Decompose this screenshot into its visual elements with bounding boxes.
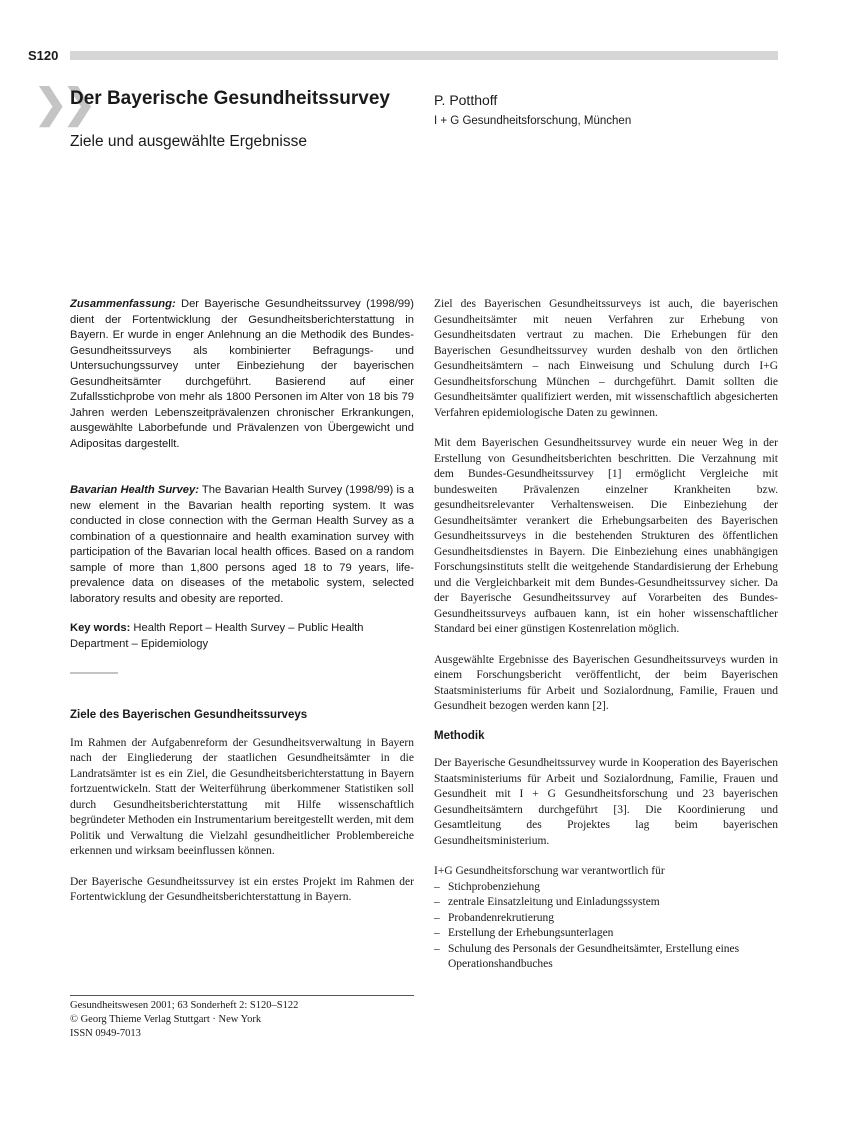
abstract-english	[70, 483, 414, 607]
abstract-german-label: Zusammenfassung:	[70, 298, 176, 310]
body-paragraph: Mit dem Bayerischen Gesundheitssurvey wurde ein neuer Weg in der Erstellung von Gesundheitsberichten beschritten. Die Verzahnung mit dem Bundes-Gesundheitssurvey [1] ermöglicht Vergleiche mit bundesweiten Prävalenzen einzelner Krankheiten bzw. gesundheitsrelevanter Verhaltensweisen. Die Einbeziehung der Gesundheitsämter verankert die Erhebungsarbeiten des Bayerischen Gesundheitssurveys in die bestehenden Strukturen des öffentlichen Gesundheitsdienstes in Bayern. Die Einbeziehung eines unabhängigen Forschungsinstituts stellt die weitgehende Standardisierung der Erhebung und die Vergleichbarkeit mit dem Bundes-Gesundheitssurvey sicher. Da der Bayerische Gesundheitssurvey auf Vorarbeiten des Bundes-Gesundheitssurveys aufbauen kann, ist ein hoher wissenschaftlicher Standard bei einer günstigen Kostenrelation möglich.	[434, 437, 778, 635]
abstract-english-text: The Bavarian Health Survey (1998/99) is a new element in the Bavarian health reporting system. It was conducted in close connection with the German Health Survey as a combination of a questionnaire and health examination survey with participation of the Bavarian local health offices. Based on a random sample of more than 1,800 persons aged 18 to 79 years, life-prevalence data on diseases of the metabolic system, selected laboratory results and obesity are reported.	[70, 484, 414, 605]
page-number: S120	[28, 48, 59, 63]
section-heading-methodik: Methodik	[434, 729, 485, 742]
body-paragraph: Der Bayerische Gesundheitssurvey wurde in Kooperation des Bayerischen Staatsministeriums für Arbeit und Sozialordnung, Familie, Frauen und Gesundheit mit I + G Gesundheitsforschung und 23 bayerischen Gesundheitsämtern durchgeführt [3]. Die Koordinierung und Gesamtleitung des Projektes lag beim bayerischen Gesundheitsministerium.	[434, 757, 778, 847]
list-item: – Schulung des Personals der Gesundheitsämter, Erstellung eines Operationshandbuches	[434, 942, 778, 973]
list-intro: I+G Gesundheitsforschung war verantwortlich für	[434, 865, 665, 877]
list-item: – Erstellung der Erhebungsunterlagen	[434, 926, 778, 942]
list-item: – Probandenrekrutierung	[434, 911, 778, 927]
section-heading-ziele: Ziele des Bayerischen Gesundheitssurveys	[70, 709, 308, 721]
list-item: – Stichprobenziehung	[434, 880, 778, 896]
journal-citation: Gesundheitswesen 2001; 63 Sonderheft 2: S120–S122	[70, 1000, 299, 1011]
article-subtitle: Ziele und ausgewählte Ergebnisse	[70, 133, 307, 150]
list-item: – zentrale Einsatzleitung und Einladungssystem	[434, 895, 778, 911]
keywords-label: Key words:	[70, 622, 131, 634]
keywords-text: Health Report – Health Survey – Public Health Department – Epidemiology	[70, 622, 364, 650]
author-affiliation: I + G Gesundheitsforschung, München	[434, 115, 632, 127]
publisher-line: © Georg Thieme Verlag Stuttgart · New York	[70, 1014, 262, 1025]
left-column	[70, 297, 414, 906]
body-paragraph: Der Bayerische Gesundheitssurvey ist ein erstes Projekt im Rahmen der Fortentwicklung der Gesundheitsberichterstattung in Bayern.	[70, 875, 414, 903]
quote-mark-icon: ❯❯	[34, 82, 92, 126]
abstract-german-text: Der Bayerische Gesundheitssurvey (1998/99) dient der Fortentwicklung der Gesundheitsberichterstattung in Bayern. Er wurde in enger Anlehnung an die Methodik des Bundes-Gesundheitssurveys als kombinierter Befragungs- und Untersuchungssurvey unter Einbeziehung der bayerischen Gesundheitsämter durchgeführt. Basierend auf einer Zufallsstichprobe von mehr als 1800 Personen im Alter von 18 bis 79 Jahren werden Lebenszeitprävalenzen chronischer Erkrankungen, ausgewählte Laborbefunde und Prävalenzen von Übergewicht und Adipositas dargestellt.	[70, 298, 414, 450]
responsibility-list	[434, 880, 778, 973]
keywords	[70, 621, 414, 652]
author-name: P. Potthoff	[434, 92, 498, 108]
right-column	[434, 297, 778, 973]
article-title: Der Bayerische Gesundheitssurvey	[70, 88, 390, 109]
citation-footer	[70, 995, 414, 1041]
section-divider	[70, 672, 118, 674]
body-paragraph: Ausgewählte Ergebnisse des Bayerischen Gesundheitssurveys wurden in einem Forschungsbericht veröffentlicht, der beim Bayerischen Staatsministeriums für Arbeit und Sozialordnung, Familie, Frauen und Gesundheit bezogen werden kann [2].	[434, 653, 778, 712]
body-paragraph: Im Rahmen der Aufgabenreform der Gesundheitsverwaltung in Bayern nach der Eingliederung der staatlichen Gesundheitsämter in die Landratsämter ist es ein Ziel, die Gesundheitsberichterstattung in Bayern fortzuentwickeln. Statt der Weiterführung überkommener Statistiken soll durch Gesundheitsberichterstattung mit Hilfe wissenschaftlich begründeter Methoden ein Instrumentarium bereitgestellt werden, mit dem Politik und Verwaltung die Vielzahl gesundheitlicher Problembereiche erkennen und wirksam beeinflussen können.	[70, 736, 414, 857]
abstract-german	[70, 297, 414, 452]
body-paragraph: Ziel des Bayerischen Gesundheitssurveys ist auch, die bayerischen Gesundheitsämter mit neuen Verfahren zur Erhebung von Gesundheitsdaten vertraut zu machen. Die Erhebungen für den Bayerischen Gesundheitssurvey wurden deshalb von den örtlichen Gesundheitsämtern – nach Einweisung und Schulung durch I+G Gesundheitsforschung München – durchgeführt. Damit sollten die Gesundheitsämter qualifiziert werden, mit wissenschaftlich abgesicherten Verfahren epidemiologische Daten zu gewinnen.	[434, 298, 778, 419]
header-bar	[70, 51, 778, 60]
issn-line: ISSN 0949-7013	[70, 1028, 141, 1039]
abstract-english-label: Bavarian Health Survey:	[70, 484, 199, 496]
